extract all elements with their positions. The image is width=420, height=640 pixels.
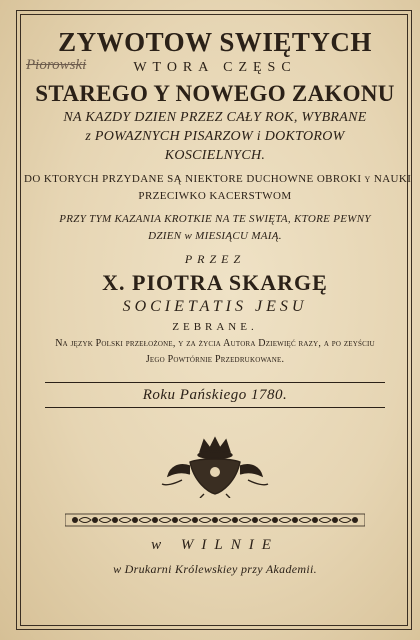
year-rule-bottom	[45, 407, 385, 408]
additions-line-1: DO KTORYCH PRZYDANE SĄ NIEKTORE DUCHOWNE OBROKI y NAUKI	[24, 173, 412, 185]
society-name: SOCIETATIS JESU	[122, 298, 308, 315]
title-line-2: WTORA CZĘSC	[133, 60, 297, 75]
sermons-line-1: PRZY TYM KAZANIA KROTKIE NA TE SWIĘTA, KTORE PEWNY	[59, 213, 371, 225]
printer-name: w Drukarni Królewskiey przy Akademii.	[113, 562, 317, 576]
handwritten-signature: Piorowski	[26, 57, 87, 73]
collected-label: ZEBRANE.	[172, 321, 258, 333]
title-line-1: ZYWOTOW SWIĘTYCH	[58, 27, 372, 57]
title-line-3: STAREGO Y NOWEGO ZAKONU	[35, 81, 395, 106]
translation-note-line-1: Na język Polski przełożone, y za życia Autora Dziewięć razy, a po zeyściu	[55, 338, 375, 349]
subtitle-line-1: NA KAZDY DZIEN PRZEZ CAŁY ROK, WYBRANE	[63, 110, 367, 125]
crown-ornament-icon	[160, 436, 270, 498]
subtitle-line-2: z POWAZNYCH PISARZOW i DOKTOROW	[85, 129, 345, 144]
place-of-publication: w WILNIE	[151, 537, 279, 553]
title-line-2-wrap	[24, 56, 406, 80]
translation-note-line-2: Jego Powtórnie Przedrukowane.	[145, 354, 285, 365]
by-label: PRZEZ	[184, 252, 246, 266]
sermons-line-2: DZIEN w MIESIĄCU MAIĄ.	[148, 230, 282, 242]
title-page-content	[24, 27, 412, 626]
subtitle-line-3: KOSCIELNYCH.	[164, 148, 266, 163]
additions-line-2: PRZECIWKO KACERSTWOM	[138, 190, 292, 202]
author-name: X. PIOTRA SKARGĘ	[102, 270, 328, 295]
decorative-border-strip	[65, 512, 365, 528]
publication-year: Roku Pańskiego 1780.	[142, 387, 288, 403]
